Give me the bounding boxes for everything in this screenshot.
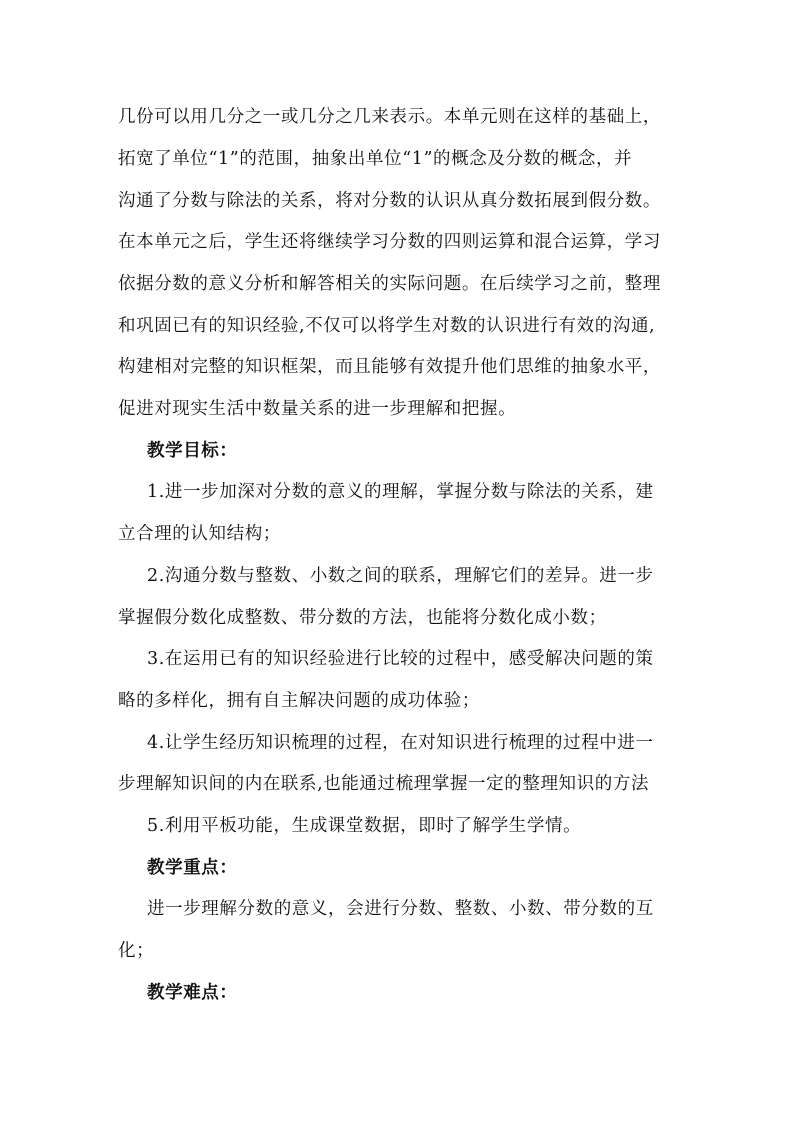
- objective-4-line-2: 步理解知识间的内在联系,也能通过梳理掌握一定的整理知识的方法: [118, 774, 650, 794]
- difficulties-heading: 教学难点：: [147, 983, 238, 1003]
- key-points-line-2: 化；: [118, 941, 155, 961]
- intro-line-8: 促进对现实生活中数量关系的进一步理解和把握。: [118, 399, 517, 419]
- intro-line-7: 构建相对完整的知识框架，而且能够有效提升他们思维的抽象水平，: [118, 357, 661, 377]
- objective-2-line-1: 2.沟通分数与整数、小数之间的联系，理解它们的差异。进一步: [147, 566, 654, 586]
- intro-line-3: 沟通了分数与除法的关系，将对分数的认识从真分数拓展到假分数。: [118, 191, 661, 211]
- objective-5-line-1: 5.利用平板功能，生成课堂数据，即时了解学生学情。: [147, 816, 582, 836]
- intro-line-5: 依据分数的意义分析和解答相关的实际问题。在后续学习之前，整理: [118, 274, 661, 294]
- key-points-line-1: 进一步理解分数的意义，会进行分数、整数、小数、带分数的互: [147, 899, 654, 919]
- intro-line-6: 和巩固已有的知识经验,不仅可以将学生对数的认识进行有效的沟通,: [118, 316, 656, 336]
- intro-line-1: 几份可以用几分之一或几分之几来表示。本单元则在这样的基础上，: [118, 107, 661, 127]
- objective-1-line-2: 立合理的认知结构；: [118, 524, 281, 544]
- objective-2-line-2: 掌握假分数化成整数、带分数的方法，也能将分数化成小数；: [118, 608, 607, 628]
- objective-3-line-2: 略的多样化，拥有自主解决问题的成功体验；: [118, 691, 480, 711]
- objective-3-line-1: 3.在运用已有的知识经验进行比较的过程中，感受解决问题的策: [147, 649, 654, 669]
- intro-line-2: 拓宽了单位“1”的范围，抽象出单位“1”的概念及分数的概念，并: [118, 149, 633, 169]
- objective-4-line-1: 4.让学生经历知识梳理的过程，在对知识进行梳理的过程中进一: [147, 733, 654, 753]
- key-points-heading: 教学重点：: [147, 858, 238, 878]
- intro-line-4: 在本单元之后，学生还将继续学习分数的四则运算和混合运算，学习: [118, 232, 661, 252]
- objectives-heading: 教学目标：: [147, 441, 238, 461]
- objective-1-line-1: 1.进一步加深对分数的意义的理解，掌握分数与除法的关系，建: [147, 482, 654, 502]
